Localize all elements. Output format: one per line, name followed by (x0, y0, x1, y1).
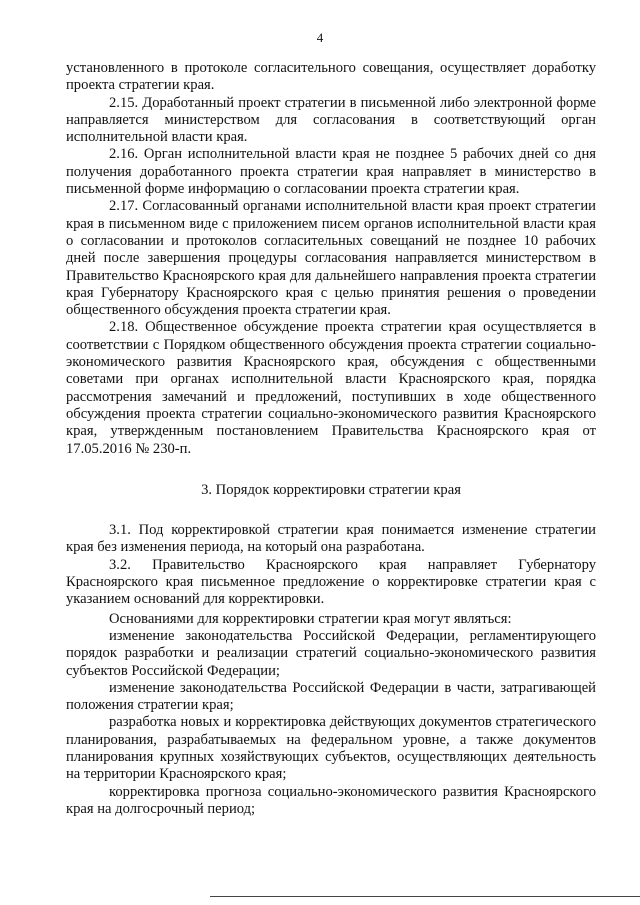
list-item: корректировка прогноза социально-экономического развития Красноярского края на долгосрочный период; (66, 783, 596, 817)
paragraph: 3.1. Под корректировкой стратегии края понимается изменение стратегии края без изменения периода, на который она разработана. (66, 522, 596, 556)
scan-edge-line (210, 896, 640, 897)
list-item: разработка новых и корректировка действующих документов стратегического планирования, разрабатываемых на федеральном уровне, а также документов планирования крупных хозяйствующих субъектов, осуществляющих деятельность на территории Красноярского края; (66, 714, 596, 783)
paragraph: установленного в протоколе согласительного совещания, осуществляет доработку проекта стратегии края. (66, 60, 596, 94)
paragraph: 3.2. Правительство Красноярского края направляет Губернатору Красноярского края письменное предложение о корректировке стратегии края с указанием оснований для корректировки. (66, 556, 596, 608)
paragraph: Основаниями для корректировки стратегии края могут являться: (109, 610, 512, 627)
paragraph: 2.17. Согласованный органами исполнительной власти края проект стратегии края в письменном виде с приложением писем органов исполнительной власти края о согласовании и протоколов согласительных совещаний не позднее 10 рабочих дней после завершения процедуры согласования направляется министерством в Правительство Красноярского края для дальнейшего направления проекта стратегии края Губернатору Красноярского края с целью принятия решения о проведении общественного обсуждения проекта стратегии края. (66, 198, 596, 319)
list-item: изменение законодательства Российской Федерации, регламентирующего порядок разработки и реализации стратегий социально-экономического развития субъектов Российской Федерации; (66, 627, 596, 679)
paragraph: 2.15. Доработанный проект стратегии в письменной либо электронной форме направляется министерством для согласования в соответствующий орган исполнительной власти края. (66, 94, 596, 146)
page-number: 4 (316, 30, 324, 45)
paragraph: 2.18. Общественное обсуждение проекта стратегии края осуществляется в соответствии с Порядком общественного обсуждения проекта стратегии социально-экономического развития Красноярского края, обсуждения с общественными советами при органах исполнительной власти Красноярского края, порядка рассмотрения замечаний и предложений, поступивших в ходе общественного обсуждения проекта стратегии социально-экономического развития Красноярского края, утвержденным постановлением Правительства Красноярского края от 17.05.2016 № 230-п. (66, 319, 596, 457)
document-body (66, 60, 596, 818)
list-item: изменение законодательства Российской Федерации в части, затрагивающей положения стратегии края; (66, 679, 596, 714)
paragraph: 2.16. Орган исполнительной власти края не позднее 5 рабочих дней со дня получения доработанного проекта стратегии края направляет в министерство в письменной форме информацию о согласовании проекта стратегии края. (66, 146, 596, 198)
section-heading: 3. Порядок корректировки стратегии края (201, 481, 461, 498)
